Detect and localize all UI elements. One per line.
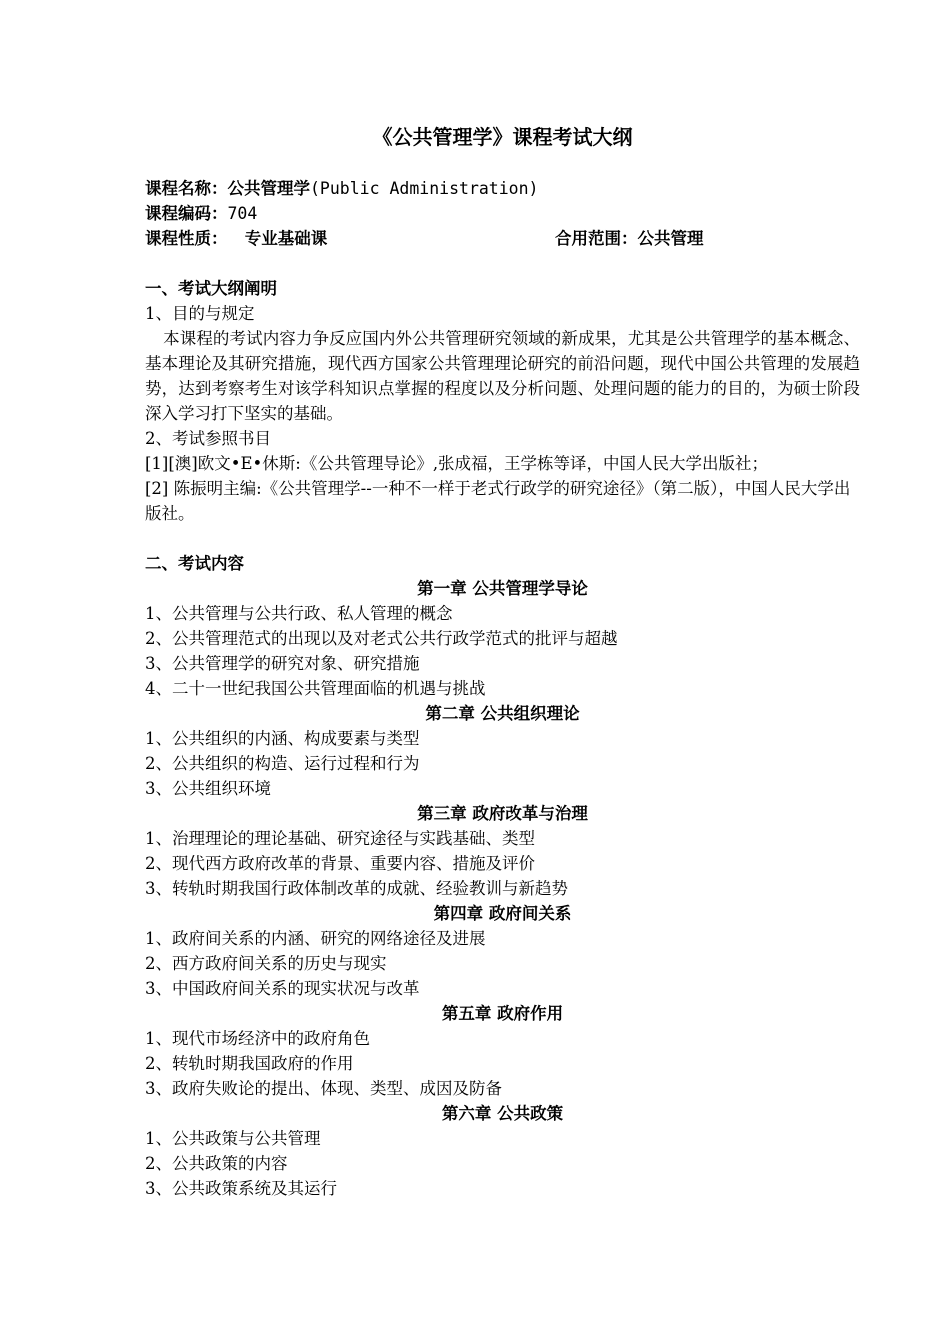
chapter-title: 第五章 政府作用 <box>441 1004 564 1023</box>
chapter-3 <box>145 801 860 901</box>
chapter-6 <box>145 1101 860 1201</box>
course-info <box>145 176 860 251</box>
list-item: 1、政府间关系的内涵、研究的网络途径及进展 <box>145 929 486 948</box>
course-name-row <box>145 176 860 201</box>
subheading-references: 2、考试参照书目 <box>145 429 271 448</box>
list-item: 2、现代西方政府改革的背景、重要内容、措施及评价 <box>145 854 535 873</box>
chapter-2 <box>145 701 860 801</box>
list-item: 3、公共政策系统及其运行 <box>145 1179 337 1198</box>
list-item: 3、中国政府间关系的现实状况与改革 <box>145 979 420 998</box>
purpose-paragraph: 本课程的考试内容力争反应国内外公共管理研究领域的新成果，尤其是公共管理学的基本概念、基本理论及其研究措施，现代西方国家公共管理理论研究的前沿问题，现代中国公共管理的发展趋势，达到考察考生对该学科知识点掌握的程度以及分析问题、处理问题的能力的目的，为硕士阶段深入学习打下坚实的基础。 <box>145 329 860 423</box>
list-item: 1、现代市场经济中的政府角色 <box>145 1029 370 1048</box>
scope-label: 合用范围： <box>555 229 638 248</box>
chapter-5 <box>145 1001 860 1101</box>
section-heading: 一、考试大纲阐明 <box>145 279 277 298</box>
chapter-4 <box>145 901 860 1001</box>
section-heading: 二、考试内容 <box>145 554 244 573</box>
document-page <box>145 122 860 1201</box>
spacer <box>145 526 860 551</box>
list-item: 3、转轨时期我国行政体制改革的成就、经验教训与新趋势 <box>145 879 568 898</box>
section-exam-outline <box>145 276 860 526</box>
spacer <box>145 251 860 276</box>
document-title: 《公共管理学》课程考试大纲 <box>372 125 633 149</box>
list-item: 1、公共政策与公共管理 <box>145 1129 321 1148</box>
reference-item: [2] 陈振明主编:《公共管理学--一种不一样于老式行政学的研究途径》（第二版），中国人民大学出版社。 <box>145 479 851 523</box>
course-code-label: 课程编码： <box>145 204 228 223</box>
reference-item: [1][澳]欧文•E•休斯:《公共管理导论》,张成福，王学栋等译，中国人民大学出版社； <box>145 454 769 473</box>
subheading-purpose: 1、目的与规定 <box>145 304 255 323</box>
chapter-title: 第三章 政府改革与治理 <box>417 804 588 823</box>
course-name-value: 公共管理学 <box>227 179 310 198</box>
list-item: 2、西方政府间关系的历史与现实 <box>145 954 387 973</box>
chapter-title: 第二章 公共组织理论 <box>425 704 580 723</box>
list-item: 4、二十一世纪我国公共管理面临的机遇与挑战 <box>145 679 486 698</box>
list-item: 3、公共管理学的研究对象、研究措施 <box>145 654 420 673</box>
course-nature-label: 课程性质： <box>145 229 228 248</box>
list-item: 3、公共组织环境 <box>145 779 271 798</box>
course-nature-value: 专业基础课 <box>244 229 328 248</box>
list-item: 3、政府失败论的提出、体现、类型、成因及防备 <box>145 1079 502 1098</box>
chapter-title: 第一章 公共管理学导论 <box>417 579 588 598</box>
list-item: 1、公共组织的内涵、构成要素与类型 <box>145 729 420 748</box>
list-item: 1、公共管理与公共行政、私人管理的概念 <box>145 604 453 623</box>
list-item: 2、公共政策的内容 <box>145 1154 288 1173</box>
course-name-label: 课程名称： <box>145 179 228 198</box>
course-code-row <box>145 201 860 226</box>
chapter-1 <box>145 576 860 701</box>
scope-value: 公共管理 <box>637 229 704 248</box>
scope <box>555 226 704 251</box>
list-item: 2、公共组织的构造、运行过程和行为 <box>145 754 420 773</box>
list-item: 2、公共管理范式的出现以及对老式公共行政学范式的批评与超越 <box>145 629 618 648</box>
list-item: 1、治理理论的理论基础、研究途径与实践基础、类型 <box>145 829 535 848</box>
course-nature-row <box>145 226 860 251</box>
list-item: 2、转轨时期我国政府的作用 <box>145 1054 354 1073</box>
chapter-title: 第四章 政府间关系 <box>433 904 572 923</box>
course-name-english: (Public Administration) <box>310 179 539 198</box>
section-exam-content <box>145 551 860 1201</box>
chapter-title: 第六章 公共政策 <box>441 1104 564 1123</box>
course-nature <box>145 226 555 251</box>
course-code-value: 704 <box>227 204 258 223</box>
